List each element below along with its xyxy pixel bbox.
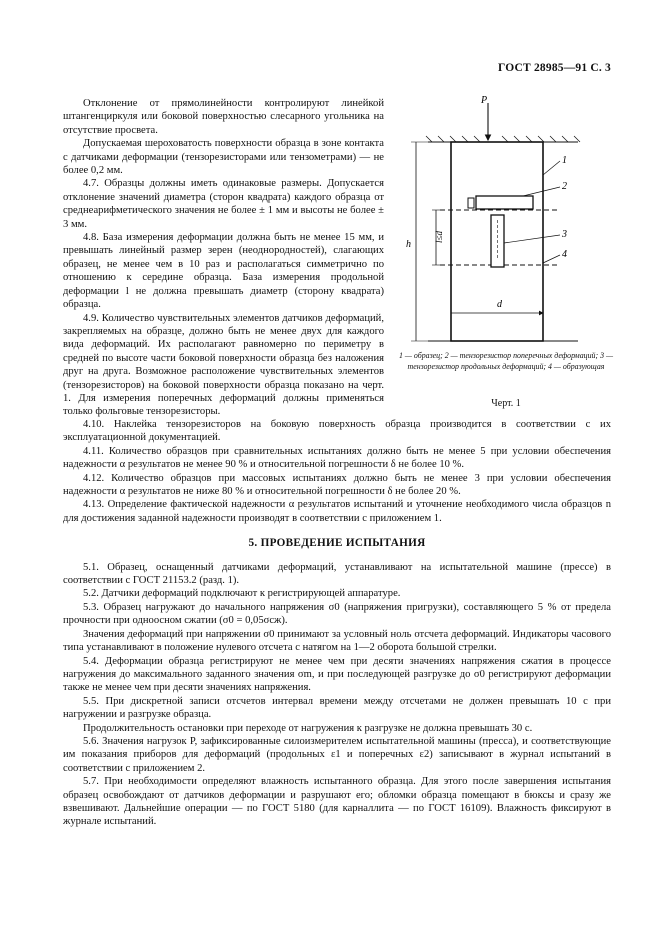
figure-specimen-diagram [398, 85, 614, 415]
full-width-text [63, 418, 611, 829]
callout-2: 2 [562, 181, 567, 192]
paragraph: 5.4. Деформации образца регистрируют не менее чем при десяти значениях напряжения сжатия в процессе нагружения до максимального заданного значения σm, и при последующей разгрузке до σ0 регистрируют деформации также не менее чем при десяти значениях напряжения. [63, 655, 611, 694]
paragraph: Продолжительность остановки при переходе от нагружения к разгрузке не должна превышать 30 с. [83, 722, 533, 734]
leader-3 [504, 235, 560, 243]
figure-caption: 1 — образец; 2 — тензорезистор поперечных деформаций; 3 — тензорезистор продольных деформаций; 4 — образующая [398, 351, 614, 371]
paragraph: Допускаемая шероховатость поверхности образца в зоне контакта с датчиками деформации (тензорезисторами или тензометрами) — не более 0,2 мм. [63, 138, 384, 177]
gauge-tab [468, 198, 474, 208]
callout-4: 4 [562, 249, 567, 260]
paragraph: 4.13. Определение фактической надежности α результатов испытаний и уточнение необходимого числа образцов n для достижения заданной надежности производят в соответствии с приложением 1. [63, 499, 611, 524]
paragraph: 4.11. Количество образцов при сравнительных испытаниях должно быть не менее 5 при условии обеспечения надежности α результатов не менее 90 % и относительной погрешности δ не более 10 %. [63, 445, 611, 471]
paragraph: 4.9. Количество чувствительных элементов датчиков деформаций, закрепляемых на образце, должно быть не менее двух для каждого вида деформаций. Их располагают равномерно по периметру в средней по высоте части боковой поверхности образца без наложения друг на друга. Возможное расположение чувствительных элементов (тензорезисторов) на боковой поверхности образца показано на черт. 1. Для измерения поперечных деформаций должны применяться только фольговые тензорезисторы. [63, 312, 384, 418]
figure-title: Черт. 1 [491, 398, 521, 409]
paragraph: Отклонение от прямолинейности контролируют линейкой штангенциркуля или боковой поверхностью слесарного угольника на отсутствие просвета. [63, 98, 384, 136]
leader-1 [543, 161, 560, 175]
page-header: ГОСТ 28985—91 С. 3 [498, 62, 611, 74]
diameter-label: d [497, 299, 502, 310]
paragraph: 5.5. При дискретной записи отсчетов интервал времени между отсчетами не должен превышать 10 с при нагружении и разгрузке образца. [63, 695, 611, 721]
transverse-strain-gauge [476, 196, 533, 209]
paragraph: 4.10. Наклейка тензорезисторов на боковую поверхность образца производится в соответствии с их эксплуатационной документацией. [63, 419, 611, 444]
leader-2 [523, 187, 560, 196]
section-title: 5. ПРОВЕДЕНИЕ ИСПЫТАНИЯ [248, 537, 426, 550]
paragraph: 5.1. Образец, оснащенный датчиками деформаций, устанавливают на испытательной машине (прессе) в соответствии с ГОСТ 21153.2 (разд. 1). [63, 561, 611, 587]
paragraph: 5.7. При необходимости определяют влажность испытанного образца. Для этого после завершения испытания образец освобождают от датчиков деформации и разрушают его; обломки образца помещают в бюксы и сразу же взвешивают. Дальнейшие операции — по ГОСТ 5180 (для карналлита — по ГОСТ 16109). Влажность фиксируют в журнале испытаний. [63, 776, 611, 828]
paragraph: 4.12. Количество образцов при массовых испытаниях должно быть не менее 3 при условии обеспечения надежности α результатов не ниже 80 % и относительной погрешности δ не более 20 %. [63, 472, 611, 498]
specimen-drawing [398, 85, 614, 347]
paragraph: 5.3. Образец нагружают до начального напряжения σ0 (напряжения пригрузки), составляющего 5 % от предела прочности при одноосном сжатии (σ0 = 0,05σсж). [63, 601, 611, 627]
paragraph: Значения деформаций при напряжении σ0 принимают за условный ноль отсчета деформаций. Индикаторы часового типа устанавливают в положение нулевого отсчета с натягом на 1—2 оборота большой стрелки. [63, 628, 611, 654]
left-column-text [63, 97, 384, 419]
paragraph: 5.6. Значения нагрузок P, зафиксированные силоизмерителем испытательной машины (пресса), и соответствующие им показания приборов для деформаций (продольных ε1 и поперечных ε2) записывают в журнал испытаний в соответствии с приложением 2. [63, 735, 611, 774]
base-label: l≤d [434, 231, 444, 243]
paragraph: 4.7. Образцы должны иметь одинаковые размеры. Допускается отклонение значений диаметра (сторон квадрата) каждого образца от среднеарифметического значения не более ± 1 мм и высоты не более ± 3 мм. [63, 178, 384, 230]
callout-1: 1 [562, 155, 567, 166]
leader-4 [543, 255, 560, 263]
height-label: h [406, 239, 411, 250]
paragraph: 5.2. Датчики деформаций подключают к регистрирующей аппаратуре. [83, 588, 401, 600]
callout-3: 3 [562, 229, 567, 240]
force-label: P [481, 95, 488, 106]
paragraph: 4.8. База измерения деформации должна быть не менее 15 мм, и превышать линейный размер зерен (неоднородностей), слагающих образец, не менее чем в 10 раз и располагаться симметрично по отношению к середине образца. База измерения продольной деформации l не должна превышать диаметр (сторону квадрата) образца. [63, 232, 384, 311]
